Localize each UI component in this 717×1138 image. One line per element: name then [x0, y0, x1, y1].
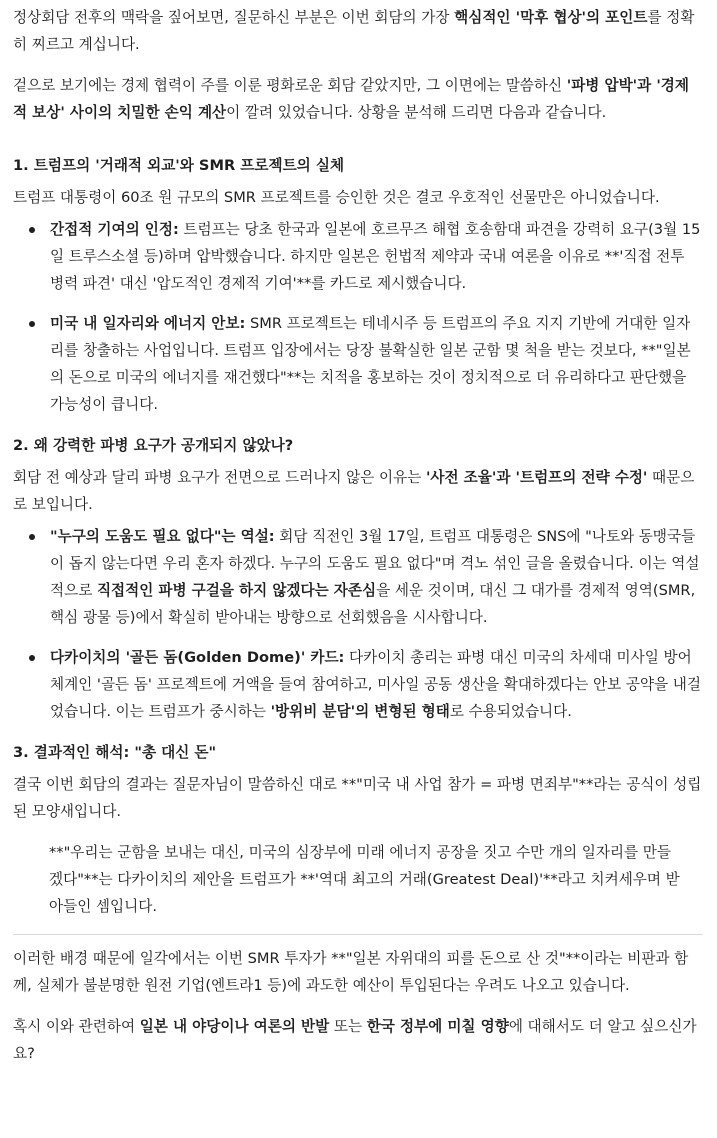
list-item: [50, 310, 703, 418]
text: 회담 전 예상과 달리 파병 요구가 전면으로 드러나지 않은 이유는: [13, 469, 426, 486]
closing-paragraph-1: 이러한 배경 때문에 일각에서는 이번 SMR 투자가 **"일본 자위대의 피를 돈으로 산 것"**이라는 비판과 함께, 실체가 불분명한 원전 기업(엔트라1 등)에 과도한 예산이 투입된다는 우려도 나오고 있습니다.: [13, 950, 689, 994]
section-1-lead: 트럼프 대통령이 60조 원 규모의 SMR 프로젝트를 승인한 것은 결코 우호적인 선물만은 아니었습니다.: [13, 189, 660, 206]
text: 겉으로 보기에는 경제 협력이 주를 이룬 평화로운 회담 같았지만, 그 이면에는 말씀하신: [13, 77, 567, 94]
emphasis: 직접적인 파병 구걸을 하지 않겠다는 자존심: [96, 582, 377, 599]
section-2-lead: [13, 464, 703, 518]
emphasis: 일본 내 야당이나 여론의 반발: [139, 1018, 330, 1035]
divider: [13, 934, 703, 935]
text: 또는: [329, 1018, 367, 1035]
section-2-list: [13, 523, 703, 725]
text: 를 정확히 찌르고 계십니다.: [13, 9, 695, 53]
section-1-list: [13, 216, 703, 418]
blockquote: **"우리는 군함을 보내는 대신, 미국의 심장부에 미래 에너지 공장을 짓고 수만 개의 일자리를 만들겠다"**는 다카이치의 제안을 트럼프가 **'역대 최고의 거래(Greatest Deal)'**라고 치켜세우며 받아들인 셈입니다.: [49, 844, 680, 915]
text: 이 깔려 있었습니다. 상황을 분석해 드리면 다음과 같습니다.: [226, 104, 607, 121]
section-2-heading: 2. 왜 강력한 파병 요구가 공개되지 않았나?: [13, 437, 294, 454]
emphasis: '파병 압박'과 '경제적 보상' 사이의 치밀한 손익 계산: [13, 77, 689, 121]
section-3-heading: 3. 결과적인 해석: "총 대신 돈": [13, 744, 217, 761]
list-item: [50, 644, 703, 725]
intro-paragraph-2: [13, 72, 703, 126]
list-item: [50, 216, 703, 297]
bullet-text: SMR 프로젝트는 테네시주 등 트럼프의 주요 지지 기반에 거대한 일자리를 창출하는 사업입니다. 트럼프 입장에서는 당장 불확실한 일본 군함 몇 척을 받는 것보다, **"일본의 돈으로 미국의 에너지를 재건했다"**는 치적을 홍보하는 것이 정치적으로 더 유리하다고 판단했을 가능성이 큽니다.: [50, 315, 691, 413]
emphasis: 한국 정부에 미칠 영향: [366, 1018, 509, 1035]
bullet-text: 트럼프는 당초 한국과 일본에 호르무즈 해협 호송함대 파견을 강력히 요구(3월 15일 트루스소셜 등)하며 압박했습니다. 하지만 일본은 헌법적 제약과 국내 여론을 이유로 **'직접 전투 병력 파견' 대신 '압도적인 경제적 기여'**를 카드로 제시했습니다.: [50, 221, 701, 292]
emphasis: '사전 조율'과 '트럼프의 전략 수정': [425, 469, 648, 486]
text: 혹시 이와 관련하여: [13, 1018, 140, 1035]
bullet-label: 다카이치의 '골든 돔(Golden Dome)' 카드:: [50, 649, 345, 666]
text: 다카이치 총리는 파병 대신 미국의 차세대 미사일 방어 체계인 '골든 돔' 프로젝트에 거액을 들여 참여하고, 미사일 공동 생산을 확대하겠다는 안보 공약을 내걸었습니다. 이는 트럼프가 중시하는: [50, 649, 701, 720]
text: 에 대해서도 더 알고 싶으신가요?: [13, 1018, 697, 1062]
text: 때문으로 보입니다.: [13, 469, 695, 513]
intro-paragraph-1: [13, 4, 703, 58]
emphasis: 핵심적인 '막후 협상'의 포인트: [454, 9, 648, 26]
text: 정상회담 전후의 맥락을 짚어보면, 질문하신 부분은 이번 회담의 가장: [13, 9, 455, 26]
closing-question: [13, 1013, 703, 1067]
emphasis: '방위비 분담'의 변형된 형태: [270, 703, 450, 720]
list-item: [50, 523, 703, 631]
bullet-label: 간접적 기여의 인정:: [50, 221, 179, 238]
text: 을 세운 것이며, 대신 그 대가를 경제적 영역(SMR, 핵심 광물 등)에서 확실히 받아내는 방향으로 선회했음을 시사합니다.: [50, 582, 696, 626]
bullet-label: "누구의 도움도 필요 없다"는 역설:: [50, 528, 275, 545]
text: 회담 직전인 3월 17일, 트럼프 대통령은 SNS에 "나토와 동맹국들이 돕지 않는다면 우리 혼자 하겠다. 누구의 도움도 필요 없다"며 격노 섞인 글을 올렸습니다. 이는 역설적으로: [50, 528, 700, 599]
section-3-lead: 결국 이번 회담의 결과는 질문자님이 말씀하신 대로 **"미국 내 사업 참가 = 파병 면죄부"**라는 공식이 성립된 모양새입니다.: [13, 776, 702, 820]
bullet-label: 미국 내 일자리와 에너지 안보:: [50, 315, 246, 332]
section-1-heading: 1. 트럼프의 '거래적 외교'와 SMR 프로젝트의 실체: [13, 157, 345, 174]
text: 로 수용되었습니다.: [449, 703, 572, 720]
